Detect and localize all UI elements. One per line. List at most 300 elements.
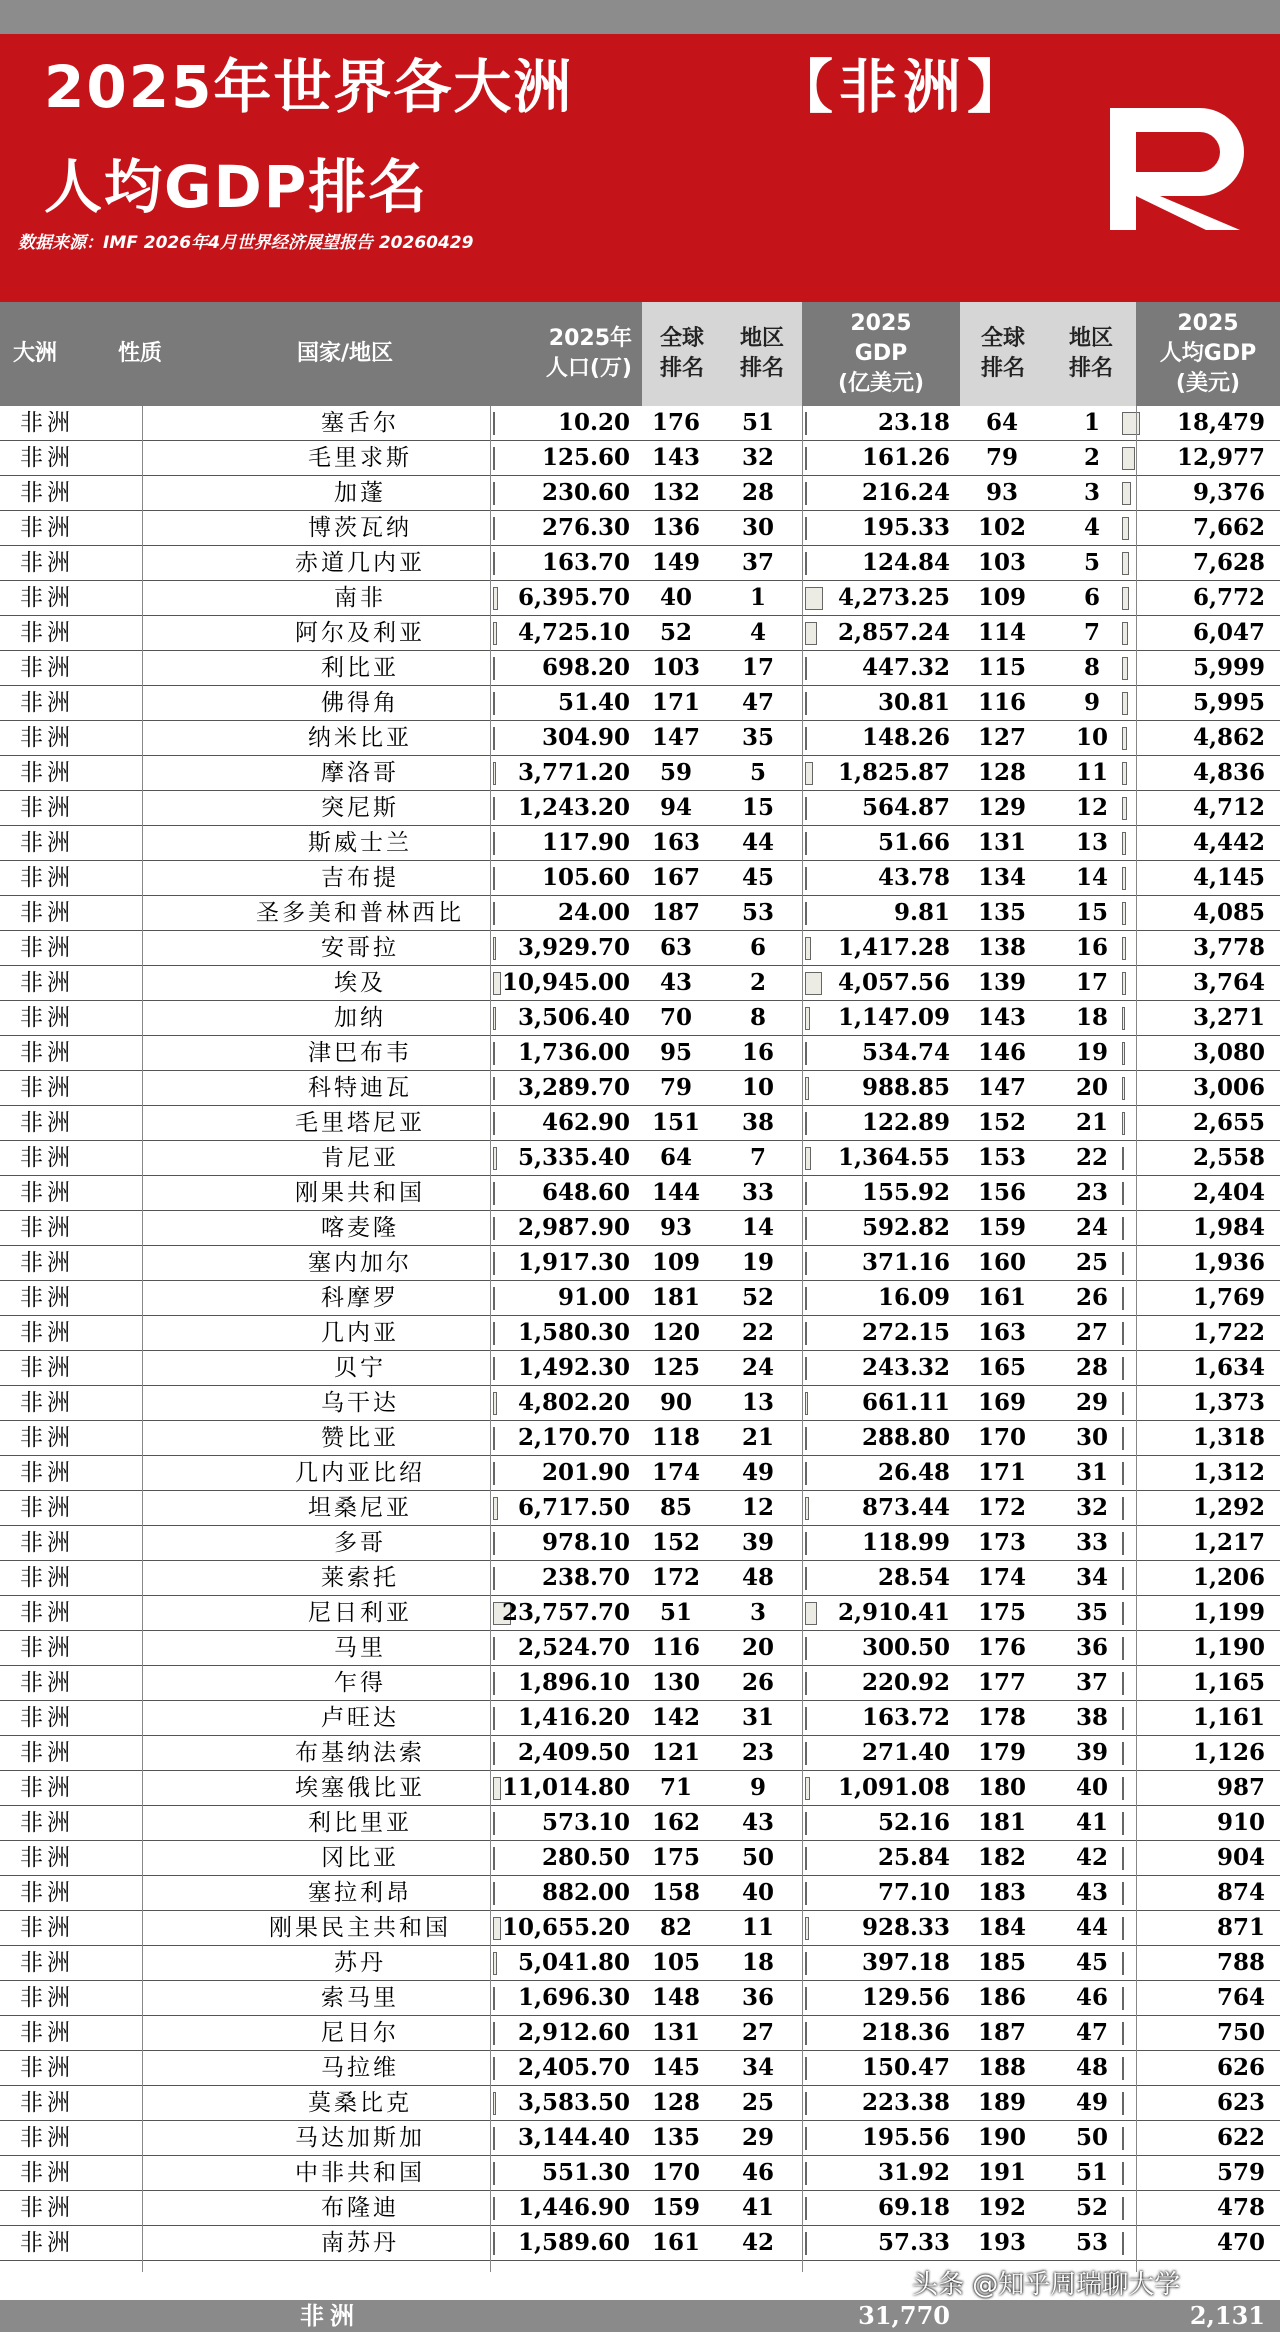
- data-bar: [805, 2162, 807, 2185]
- cell-continent: 非洲: [20, 1145, 74, 1171]
- data-source: 数据来源：IMF 2026年4月世界经济展望报告 20260429: [18, 233, 474, 253]
- cell-gdp-region-rank: 24: [1075, 1214, 1108, 1241]
- data-bar: [805, 1287, 807, 1310]
- header-gdp: 2025 GDP (亿美元): [837, 311, 925, 396]
- cell-continent: 非洲: [20, 1390, 74, 1416]
- total-continent: 非洲: [300, 2301, 360, 2330]
- cell-country: 津巴布韦: [308, 1040, 412, 1066]
- cell-continent: 非洲: [20, 585, 74, 611]
- cell-pop-global-rank: 64: [659, 1144, 692, 1171]
- cell-gdp-region-rank: 22: [1075, 1144, 1108, 1171]
- cell-gdp-global-rank: 188: [977, 2054, 1026, 2081]
- cell-gdp-region-rank: 17: [1075, 969, 1108, 996]
- cell-pop-global-rank: 149: [651, 549, 700, 576]
- cell-gdp: 30.81: [877, 689, 950, 716]
- region-tag: 【非洲】: [775, 53, 1032, 121]
- table-row: [0, 441, 1280, 476]
- cell-pop-global-rank: 79: [659, 1074, 692, 1101]
- cell-gdp-region-rank: 15: [1075, 899, 1108, 926]
- cell-gdp-per-capita: 1,190: [1192, 1634, 1265, 1661]
- data-bar: [805, 1427, 807, 1450]
- cell-gdp: 9.81: [893, 899, 950, 926]
- cell-pop-region-rank: 1: [749, 584, 766, 611]
- cell-gdp-per-capita: 1,292: [1192, 1494, 1265, 1521]
- column-divider: [802, 406, 803, 2272]
- data-bar: [805, 832, 807, 855]
- cell-continent: 非洲: [20, 515, 74, 541]
- cell-gdp: 118.99: [861, 1529, 950, 1556]
- table-row: [0, 2191, 1280, 2226]
- cell-gdp-global-rank: 185: [977, 1949, 1026, 1976]
- cell-gdp-per-capita: 470: [1216, 2229, 1265, 2256]
- cell-gdp: 161.26: [861, 444, 950, 471]
- cell-continent: 非洲: [20, 1600, 74, 1626]
- cell-gdp-per-capita: 3,764: [1192, 969, 1265, 996]
- cell-gdp-region-rank: 45: [1075, 1949, 1108, 1976]
- header-population: 2025年 人口(万): [545, 326, 632, 381]
- cell-country: 马拉维: [321, 2055, 399, 2081]
- cell-gdp-global-rank: 93: [985, 479, 1018, 506]
- cell-continent: 非洲: [20, 2090, 74, 2116]
- cell-pop-region-rank: 46: [741, 2159, 774, 2186]
- table-row: [0, 1981, 1280, 2016]
- data-bar: [805, 657, 807, 680]
- cell-gdp-global-rank: 152: [977, 1109, 1026, 1136]
- cell-population: 4,802.20: [517, 1389, 630, 1416]
- cell-gdp-per-capita: 1,126: [1192, 1739, 1265, 1766]
- cell-gdp-per-capita: 1,936: [1192, 1249, 1265, 1276]
- cell-continent: 非洲: [20, 1950, 74, 1976]
- table-row: [0, 1281, 1280, 1316]
- cell-pop-region-rank: 52: [741, 1284, 774, 1311]
- cell-continent: 非洲: [20, 1285, 74, 1311]
- cell-gdp-region-rank: 27: [1075, 1319, 1108, 1346]
- cell-country: 吉布提: [321, 865, 399, 891]
- table-row: [0, 1386, 1280, 1421]
- header-gdp-global-rank: 全球 排名: [960, 302, 1046, 406]
- cell-gdp-region-rank: 28: [1075, 1354, 1108, 1381]
- cell-gdp: 26.48: [877, 1459, 950, 1486]
- cell-pop-region-rank: 30: [741, 514, 774, 541]
- cell-gdp-region-rank: 2: [1083, 444, 1100, 471]
- cell-gdp: 4,057.56: [837, 969, 950, 996]
- table-row: [0, 2051, 1280, 2086]
- header-gdp-region-rank: 地区 排名: [1046, 302, 1136, 406]
- top-strip: [0, 0, 1280, 34]
- cell-gdp: 873.44: [861, 1494, 950, 1521]
- cell-population: 1,896.10: [517, 1669, 630, 1696]
- cell-pop-global-rank: 95: [659, 1039, 692, 1066]
- cell-country: 摩洛哥: [321, 760, 399, 786]
- table-row: [0, 686, 1280, 721]
- cell-continent: 非洲: [20, 1565, 74, 1591]
- cell-gdp-per-capita: 12,977: [1176, 444, 1265, 471]
- cell-gdp: 1,825.87: [837, 759, 950, 786]
- cell-gdp: 1,091.08: [837, 1774, 950, 1801]
- data-bar: [805, 2232, 807, 2255]
- cell-continent: 非洲: [20, 1495, 74, 1521]
- cell-population: 551.30: [541, 2159, 630, 2186]
- data-bar: [805, 1112, 807, 1135]
- cell-gdp-global-rank: 190: [977, 2124, 1026, 2151]
- cell-gdp-per-capita: 4,145: [1192, 864, 1265, 891]
- table-row: [0, 406, 1280, 441]
- cell-gdp-per-capita: 7,628: [1192, 549, 1265, 576]
- cell-gdp-region-rank: 20: [1075, 1074, 1108, 1101]
- cell-continent: 非洲: [20, 1425, 74, 1451]
- table-row: [0, 1316, 1280, 1351]
- cell-population: 163.70: [541, 549, 630, 576]
- cell-gdp-per-capita: 7,662: [1192, 514, 1265, 541]
- cell-pop-region-rank: 15: [741, 794, 774, 821]
- cell-gdp: 223.38: [861, 2089, 950, 2116]
- cell-continent: 非洲: [20, 1005, 74, 1031]
- cell-gdp-per-capita: 1,161: [1192, 1704, 1265, 1731]
- cell-continent: 非洲: [20, 620, 74, 646]
- cell-population: 573.10: [541, 1809, 630, 1836]
- cell-gdp-global-rank: 182: [977, 1844, 1026, 1871]
- cell-population: 10,655.20: [501, 1914, 630, 1941]
- cell-pop-global-rank: 116: [651, 1634, 700, 1661]
- cell-gdp-region-rank: 14: [1075, 864, 1108, 891]
- cell-pop-region-rank: 49: [741, 1459, 774, 1486]
- cell-gdp-per-capita: 623: [1216, 2089, 1265, 2116]
- cell-continent: 非洲: [20, 2230, 74, 2256]
- cell-gdp-global-rank: 146: [977, 1039, 1026, 1066]
- table-row: [0, 1666, 1280, 1701]
- table-row: [0, 1001, 1280, 1036]
- cell-gdp: 51.66: [877, 829, 950, 856]
- data-bar: [805, 1322, 807, 1345]
- cell-country: 斯威士兰: [308, 830, 412, 856]
- cell-gdp-region-rank: 42: [1075, 1844, 1108, 1871]
- data-bar: [805, 902, 807, 925]
- cell-gdp-per-capita: 4,442: [1192, 829, 1265, 856]
- cell-population: 978.10: [541, 1529, 630, 1556]
- cell-pop-global-rank: 163: [651, 829, 700, 856]
- cell-pop-global-rank: 167: [651, 864, 700, 891]
- cell-gdp-global-rank: 191: [977, 2159, 1026, 2186]
- cell-gdp: 23.18: [877, 409, 950, 436]
- cell-continent: 非洲: [20, 1775, 74, 1801]
- cell-continent: 非洲: [20, 1810, 74, 1836]
- table-row: [0, 476, 1280, 511]
- cell-continent: 非洲: [20, 1740, 74, 1766]
- cell-gdp: 69.18: [877, 2194, 950, 2221]
- cell-pop-region-rank: 51: [741, 409, 774, 436]
- cell-gdp-global-rank: 116: [977, 689, 1026, 716]
- cell-pop-global-rank: 59: [659, 759, 692, 786]
- cell-gdp: 534.74: [861, 1039, 950, 1066]
- cell-gdp-region-rank: 38: [1075, 1704, 1108, 1731]
- cell-gdp-region-rank: 48: [1075, 2054, 1108, 2081]
- cell-gdp-per-capita: 4,862: [1192, 724, 1265, 751]
- cell-gdp-per-capita: 6,047: [1192, 619, 1265, 646]
- cell-country: 突尼斯: [321, 795, 399, 821]
- cell-pop-global-rank: 172: [651, 1564, 700, 1591]
- cell-gdp: 28.54: [877, 1564, 950, 1591]
- cell-gdp-region-rank: 18: [1075, 1004, 1108, 1031]
- cell-gdp-global-rank: 138: [977, 934, 1026, 961]
- cell-gdp-global-rank: 180: [977, 1774, 1026, 1801]
- header-nature: 性质: [117, 341, 162, 366]
- cell-gdp-region-rank: 16: [1075, 934, 1108, 961]
- cell-gdp-global-rank: 173: [977, 1529, 1026, 1556]
- cell-gdp: 397.18: [861, 1949, 950, 1976]
- cell-country: 赤道几内亚: [295, 550, 425, 576]
- cell-gdp-global-rank: 159: [977, 1214, 1026, 1241]
- cell-population: 304.90: [541, 724, 630, 751]
- table-body: [0, 406, 1280, 2261]
- cell-gdp-per-capita: 2,655: [1192, 1109, 1265, 1136]
- cell-gdp-region-rank: 44: [1075, 1914, 1108, 1941]
- table-row: [0, 1701, 1280, 1736]
- cell-gdp-global-rank: 171: [977, 1459, 1026, 1486]
- cell-gdp-per-capita: 4,712: [1192, 794, 1265, 821]
- cell-population: 3,583.50: [517, 2089, 630, 2116]
- cell-gdp-region-rank: 50: [1075, 2124, 1108, 2151]
- cell-gdp: 564.87: [861, 794, 950, 821]
- cell-continent: 非洲: [20, 1845, 74, 1871]
- cell-gdp-global-rank: 103: [977, 549, 1026, 576]
- total-row: [0, 2300, 1280, 2332]
- cell-gdp-per-capita: 3,080: [1192, 1039, 1265, 1066]
- data-bar: [805, 1077, 809, 1100]
- table-row: [0, 1561, 1280, 1596]
- cell-country: 乍得: [334, 1670, 386, 1696]
- cell-gdp-region-rank: 13: [1075, 829, 1108, 856]
- cell-gdp-region-rank: 29: [1075, 1389, 1108, 1416]
- cell-continent: 非洲: [20, 655, 74, 681]
- data-bar: [805, 727, 807, 750]
- cell-country: 布基纳法索: [295, 1740, 425, 1766]
- cell-population: 230.60: [541, 479, 630, 506]
- cell-pop-region-rank: 18: [741, 1949, 774, 1976]
- cell-population: 51.40: [557, 689, 630, 716]
- table-row: [0, 1526, 1280, 1561]
- cell-pop-region-rank: 10: [741, 1074, 774, 1101]
- cell-pop-region-rank: 41: [741, 2194, 774, 2221]
- cell-pop-global-rank: 82: [659, 1914, 692, 1941]
- cell-pop-global-rank: 128: [651, 2089, 700, 2116]
- cell-gdp: 218.36: [861, 2019, 950, 2046]
- cell-gdp: 2,910.41: [837, 1599, 950, 1626]
- data-bar: [805, 412, 807, 435]
- cell-pop-global-rank: 181: [651, 1284, 700, 1311]
- table-row: [0, 1491, 1280, 1526]
- cell-country: 尼日尔: [321, 2020, 399, 2046]
- cell-country: 纳米比亚: [308, 725, 412, 751]
- cell-pop-global-rank: 40: [659, 584, 692, 611]
- cell-country: 毛里塔尼亚: [295, 1110, 425, 1136]
- table-row: [0, 1876, 1280, 1911]
- table-row: [0, 1141, 1280, 1176]
- cell-pop-global-rank: 63: [659, 934, 692, 961]
- cell-gdp-global-rank: 135: [977, 899, 1026, 926]
- cell-gdp-per-capita: 1,318: [1192, 1424, 1265, 1451]
- cell-continent: 非洲: [20, 1215, 74, 1241]
- cell-country: 科摩罗: [321, 1285, 399, 1311]
- cell-gdp-global-rank: 134: [977, 864, 1026, 891]
- cell-gdp: 195.56: [861, 2124, 950, 2151]
- cell-country: 佛得角: [321, 690, 399, 716]
- cell-pop-region-rank: 26: [741, 1669, 774, 1696]
- cell-population: 238.70: [541, 1564, 630, 1591]
- cell-gdp-global-rank: 172: [977, 1494, 1026, 1521]
- cell-continent: 非洲: [20, 1635, 74, 1661]
- table-row: [0, 1841, 1280, 1876]
- cell-country: 乌干达: [321, 1390, 399, 1416]
- cell-gdp-per-capita: 4,085: [1192, 899, 1265, 926]
- cell-pop-global-rank: 135: [651, 2124, 700, 2151]
- cell-gdp-region-rank: 19: [1075, 1039, 1108, 1066]
- cell-gdp-region-rank: 47: [1075, 2019, 1108, 2046]
- cell-population: 2,912.60: [517, 2019, 630, 2046]
- table-row: [0, 2016, 1280, 2051]
- cell-pop-region-rank: 4: [749, 619, 766, 646]
- table-row: [0, 1911, 1280, 1946]
- table-row: [0, 931, 1280, 966]
- cell-pop-region-rank: 37: [741, 549, 774, 576]
- data-bar: [805, 447, 807, 470]
- cell-continent: 非洲: [20, 2160, 74, 2186]
- cell-population: 2,170.70: [517, 1424, 630, 1451]
- cell-pop-global-rank: 130: [651, 1669, 700, 1696]
- cell-gdp-per-capita: 5,995: [1192, 689, 1265, 716]
- cell-pop-region-rank: 29: [741, 2124, 774, 2151]
- cell-gdp-region-rank: 33: [1075, 1529, 1108, 1556]
- cell-population: 6,395.70: [517, 584, 630, 611]
- cell-gdp-region-rank: 6: [1083, 584, 1100, 611]
- table-header: [0, 302, 1280, 406]
- cell-gdp: 16.09: [877, 1284, 950, 1311]
- cell-gdp-global-rank: 170: [977, 1424, 1026, 1451]
- cell-gdp-global-rank: 186: [977, 1984, 1026, 2011]
- data-bar: [805, 867, 807, 890]
- cell-gdp-global-rank: 128: [977, 759, 1026, 786]
- cell-gdp-global-rank: 165: [977, 1354, 1026, 1381]
- data-bar: [805, 1567, 807, 1590]
- cell-country: 塞内加尔: [308, 1250, 412, 1276]
- cell-pop-region-rank: 13: [741, 1389, 774, 1416]
- cell-gdp-global-rank: 109: [977, 584, 1026, 611]
- cell-gdp-region-rank: 11: [1075, 759, 1108, 786]
- cell-pop-global-rank: 118: [651, 1424, 700, 1451]
- cell-population: 3,144.40: [517, 2124, 630, 2151]
- cell-population: 2,524.70: [517, 1634, 630, 1661]
- cell-pop-region-rank: 5: [749, 759, 766, 786]
- cell-pop-region-rank: 53: [741, 899, 774, 926]
- cell-continent: 非洲: [20, 1530, 74, 1556]
- table-row: [0, 1631, 1280, 1666]
- data-bar: [805, 1637, 807, 1660]
- table-row: [0, 2086, 1280, 2121]
- cell-pop-global-rank: 52: [659, 619, 692, 646]
- cell-gdp-region-rank: 25: [1075, 1249, 1108, 1276]
- data-bar: [805, 1182, 807, 1205]
- cell-country: 圣多美和普林西比: [256, 900, 464, 926]
- cell-gdp-per-capita: 874: [1216, 1879, 1265, 1906]
- cell-pop-region-rank: 9: [749, 1774, 766, 1801]
- header-continent: 大洲: [12, 341, 57, 366]
- cell-country: 赞比亚: [321, 1425, 399, 1451]
- cell-gdp: 52.16: [877, 1809, 950, 1836]
- cell-pop-region-rank: 47: [741, 689, 774, 716]
- total-gdp-per-capita: 2,131: [1189, 2301, 1265, 2330]
- cell-gdp-region-rank: 41: [1075, 1809, 1108, 1836]
- cell-continent: 非洲: [20, 795, 74, 821]
- cell-continent: 非洲: [20, 1320, 74, 1346]
- cell-population: 6,717.50: [517, 1494, 630, 1521]
- cell-population: 2,409.50: [517, 1739, 630, 1766]
- cell-gdp-global-rank: 153: [977, 1144, 1026, 1171]
- cell-pop-region-rank: 25: [741, 2089, 774, 2116]
- cell-pop-region-rank: 33: [741, 1179, 774, 1206]
- cell-gdp-region-rank: 21: [1075, 1109, 1108, 1136]
- cell-population: 462.90: [541, 1109, 630, 1136]
- cell-gdp-per-capita: 1,984: [1192, 1214, 1265, 1241]
- cell-population: 648.60: [541, 1179, 630, 1206]
- cell-gdp-per-capita: 478: [1216, 2194, 1265, 2221]
- cell-gdp-global-rank: 147: [977, 1074, 1026, 1101]
- cell-pop-region-rank: 31: [741, 1704, 774, 1731]
- cell-pop-global-rank: 148: [651, 1984, 700, 2011]
- cell-gdp: 129.56: [861, 1984, 950, 2011]
- cell-pop-region-rank: 38: [741, 1109, 774, 1136]
- cell-gdp-global-rank: 189: [977, 2089, 1026, 2116]
- cell-pop-region-rank: 32: [741, 444, 774, 471]
- cell-pop-region-rank: 20: [741, 1634, 774, 1661]
- cell-pop-global-rank: 161: [651, 2229, 700, 2256]
- table-row: [0, 1771, 1280, 1806]
- cell-country: 布隆迪: [321, 2195, 399, 2221]
- cell-gdp-per-capita: 1,312: [1192, 1459, 1265, 1486]
- table-row: [0, 1246, 1280, 1281]
- cell-gdp-region-rank: 32: [1075, 1494, 1108, 1521]
- cell-continent: 非洲: [20, 935, 74, 961]
- cell-country: 莫桑比克: [308, 2090, 412, 2116]
- cell-gdp-per-capita: 579: [1216, 2159, 1265, 2186]
- cell-pop-global-rank: 145: [651, 2054, 700, 2081]
- data-bar: [805, 1672, 807, 1695]
- cell-country: 卢旺达: [321, 1705, 399, 1731]
- cell-pop-global-rank: 131: [651, 2019, 700, 2046]
- cell-population: 276.30: [541, 514, 630, 541]
- cell-gdp: 25.84: [877, 1844, 950, 1871]
- cell-country: 几内亚: [321, 1320, 399, 1346]
- cell-gdp: 447.32: [861, 654, 950, 681]
- data-bar: [805, 1987, 807, 2010]
- cell-continent: 非洲: [20, 970, 74, 996]
- cell-gdp-per-capita: 987: [1216, 1774, 1265, 1801]
- cell-continent: 非洲: [20, 830, 74, 856]
- cell-country: 埃塞俄比亚: [295, 1775, 425, 1801]
- cell-gdp: 124.84: [861, 549, 950, 576]
- data-bar: [805, 1252, 807, 1275]
- data-bar: [805, 2092, 807, 2115]
- cell-population: 280.50: [541, 1844, 630, 1871]
- cell-gdp-per-capita: 3,006: [1192, 1074, 1265, 1101]
- cell-country: 毛里求斯: [308, 445, 412, 471]
- cell-country: 塞舌尔: [321, 410, 399, 436]
- cell-gdp-region-rank: 5: [1083, 549, 1100, 576]
- cell-continent: 非洲: [20, 725, 74, 751]
- cell-gdp: 271.40: [861, 1739, 950, 1766]
- cell-population: 125.60: [541, 444, 630, 471]
- cell-country: 索马里: [321, 1985, 399, 2011]
- cell-continent: 非洲: [20, 690, 74, 716]
- cell-population: 3,771.20: [517, 759, 630, 786]
